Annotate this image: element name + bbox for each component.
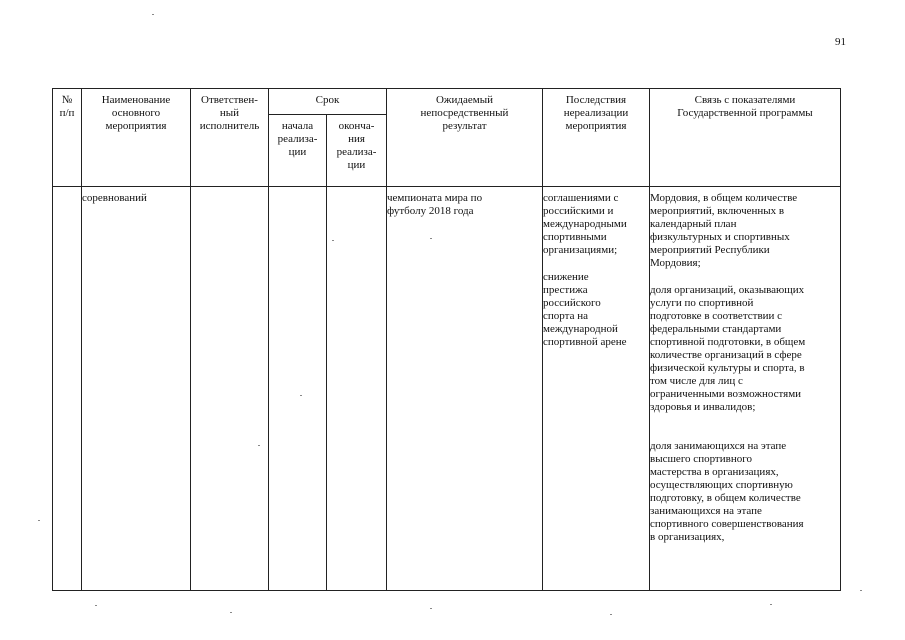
cell-num (53, 187, 82, 591)
cell-expected-result: чемпионата мира по футболу 2018 года (387, 187, 543, 591)
scan-speck (95, 605, 97, 606)
header-link-indicators: Связь с показателями Государственной программы (650, 89, 841, 187)
header-expected-result: Ожидаемый непосредственный результат (387, 89, 543, 187)
scan-speck (770, 604, 772, 605)
scan-speck (230, 612, 232, 613)
header-num: № п/п (53, 89, 82, 187)
link-paragraph-3: доля занимающихся на этапе высшего спортивного мастерства в организациях, осуществляющих спортивную подготовку, в общем количестве занимающихся на этапе спортивного совершенствования в организациях, (650, 440, 804, 543)
cell-link-indicators (650, 187, 841, 591)
scan-speck (38, 520, 40, 521)
header-row-1 (53, 89, 841, 115)
cell-term-end (327, 187, 387, 591)
activities-table (52, 88, 841, 591)
header-term-start: начала реализа- ции (269, 115, 327, 187)
link-paragraph-2: доля организаций, оказывающих услуги по спортивной подготовке в соответствии с федеральными стандартами спортивной подготовки, в общем количестве организаций в сфере физической культуры и спорта, в том числе для лиц с ограниченными возможностями здоровья и инвалидов; (650, 284, 806, 413)
cell-responsible (191, 187, 269, 591)
table-row (53, 187, 841, 591)
cell-term-start (269, 187, 327, 591)
scan-speck (332, 240, 334, 241)
consequences-paragraph-2: снижение престижа российского спорта на международной спортивной арене (543, 271, 627, 348)
scan-speck (430, 608, 432, 609)
cell-consequences (543, 187, 650, 591)
cell-name: соревнований (82, 187, 191, 591)
scan-speck (430, 238, 432, 239)
consequences-paragraph-1: соглашениями с российскими и международными спортивными организациями; (543, 192, 627, 256)
header-responsible: Ответствен- ный исполнитель (191, 89, 269, 187)
scan-speck (860, 590, 862, 591)
scan-speck (610, 614, 612, 615)
scan-speck (258, 445, 260, 446)
scan-speck (152, 14, 154, 15)
link-paragraph-1: Мордовия, в общем количестве мероприятий, включенных в календарный план физкультурных и спортивных мероприятий Республики Мордовия; (650, 192, 798, 269)
header-term: Срок (269, 89, 387, 115)
page-number: 91 (835, 36, 846, 48)
header-name: Наименование основного мероприятия (82, 89, 191, 187)
header-consequences: Последствия нереализации мероприятия (543, 89, 650, 187)
header-term-end: оконча- ния реализа- ции (327, 115, 387, 187)
scan-speck (300, 395, 302, 396)
